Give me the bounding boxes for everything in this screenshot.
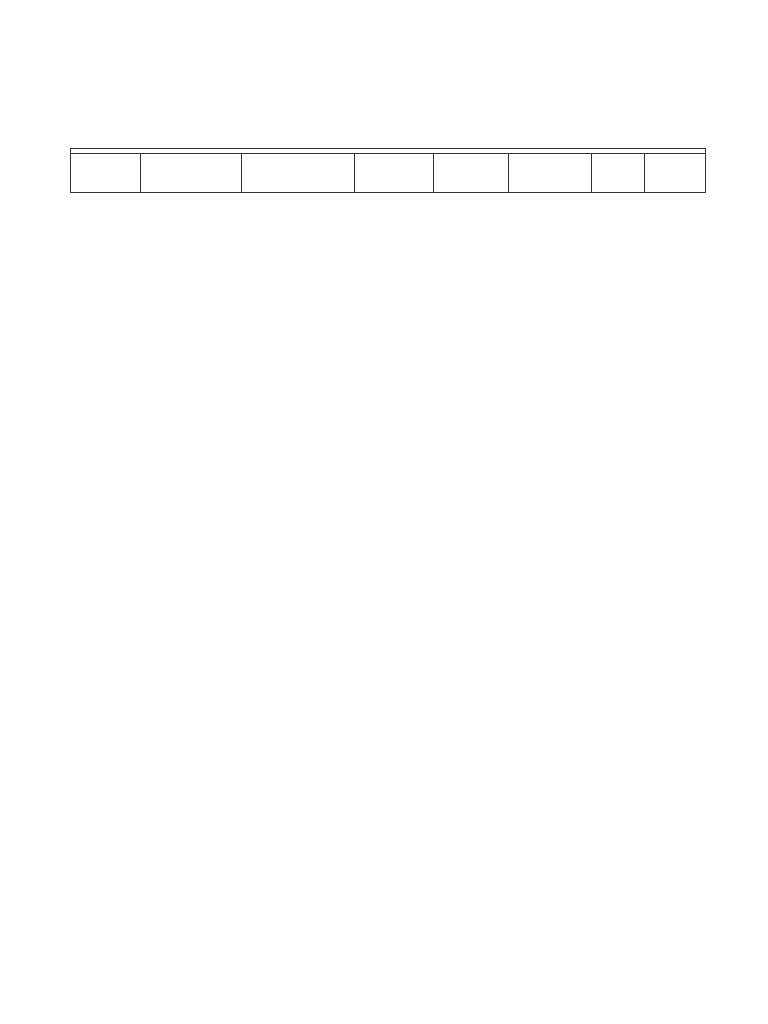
- header-cell: [355, 154, 434, 193]
- header-cell: [71, 154, 141, 193]
- header-cell: [645, 154, 706, 193]
- space-program-table-1: [70, 148, 706, 193]
- header-cell: [434, 154, 509, 193]
- header-cell: [141, 154, 242, 193]
- header-cell: [242, 154, 355, 193]
- header-cell: [592, 154, 645, 193]
- header-row: [71, 154, 706, 193]
- header-cell: [509, 154, 592, 193]
